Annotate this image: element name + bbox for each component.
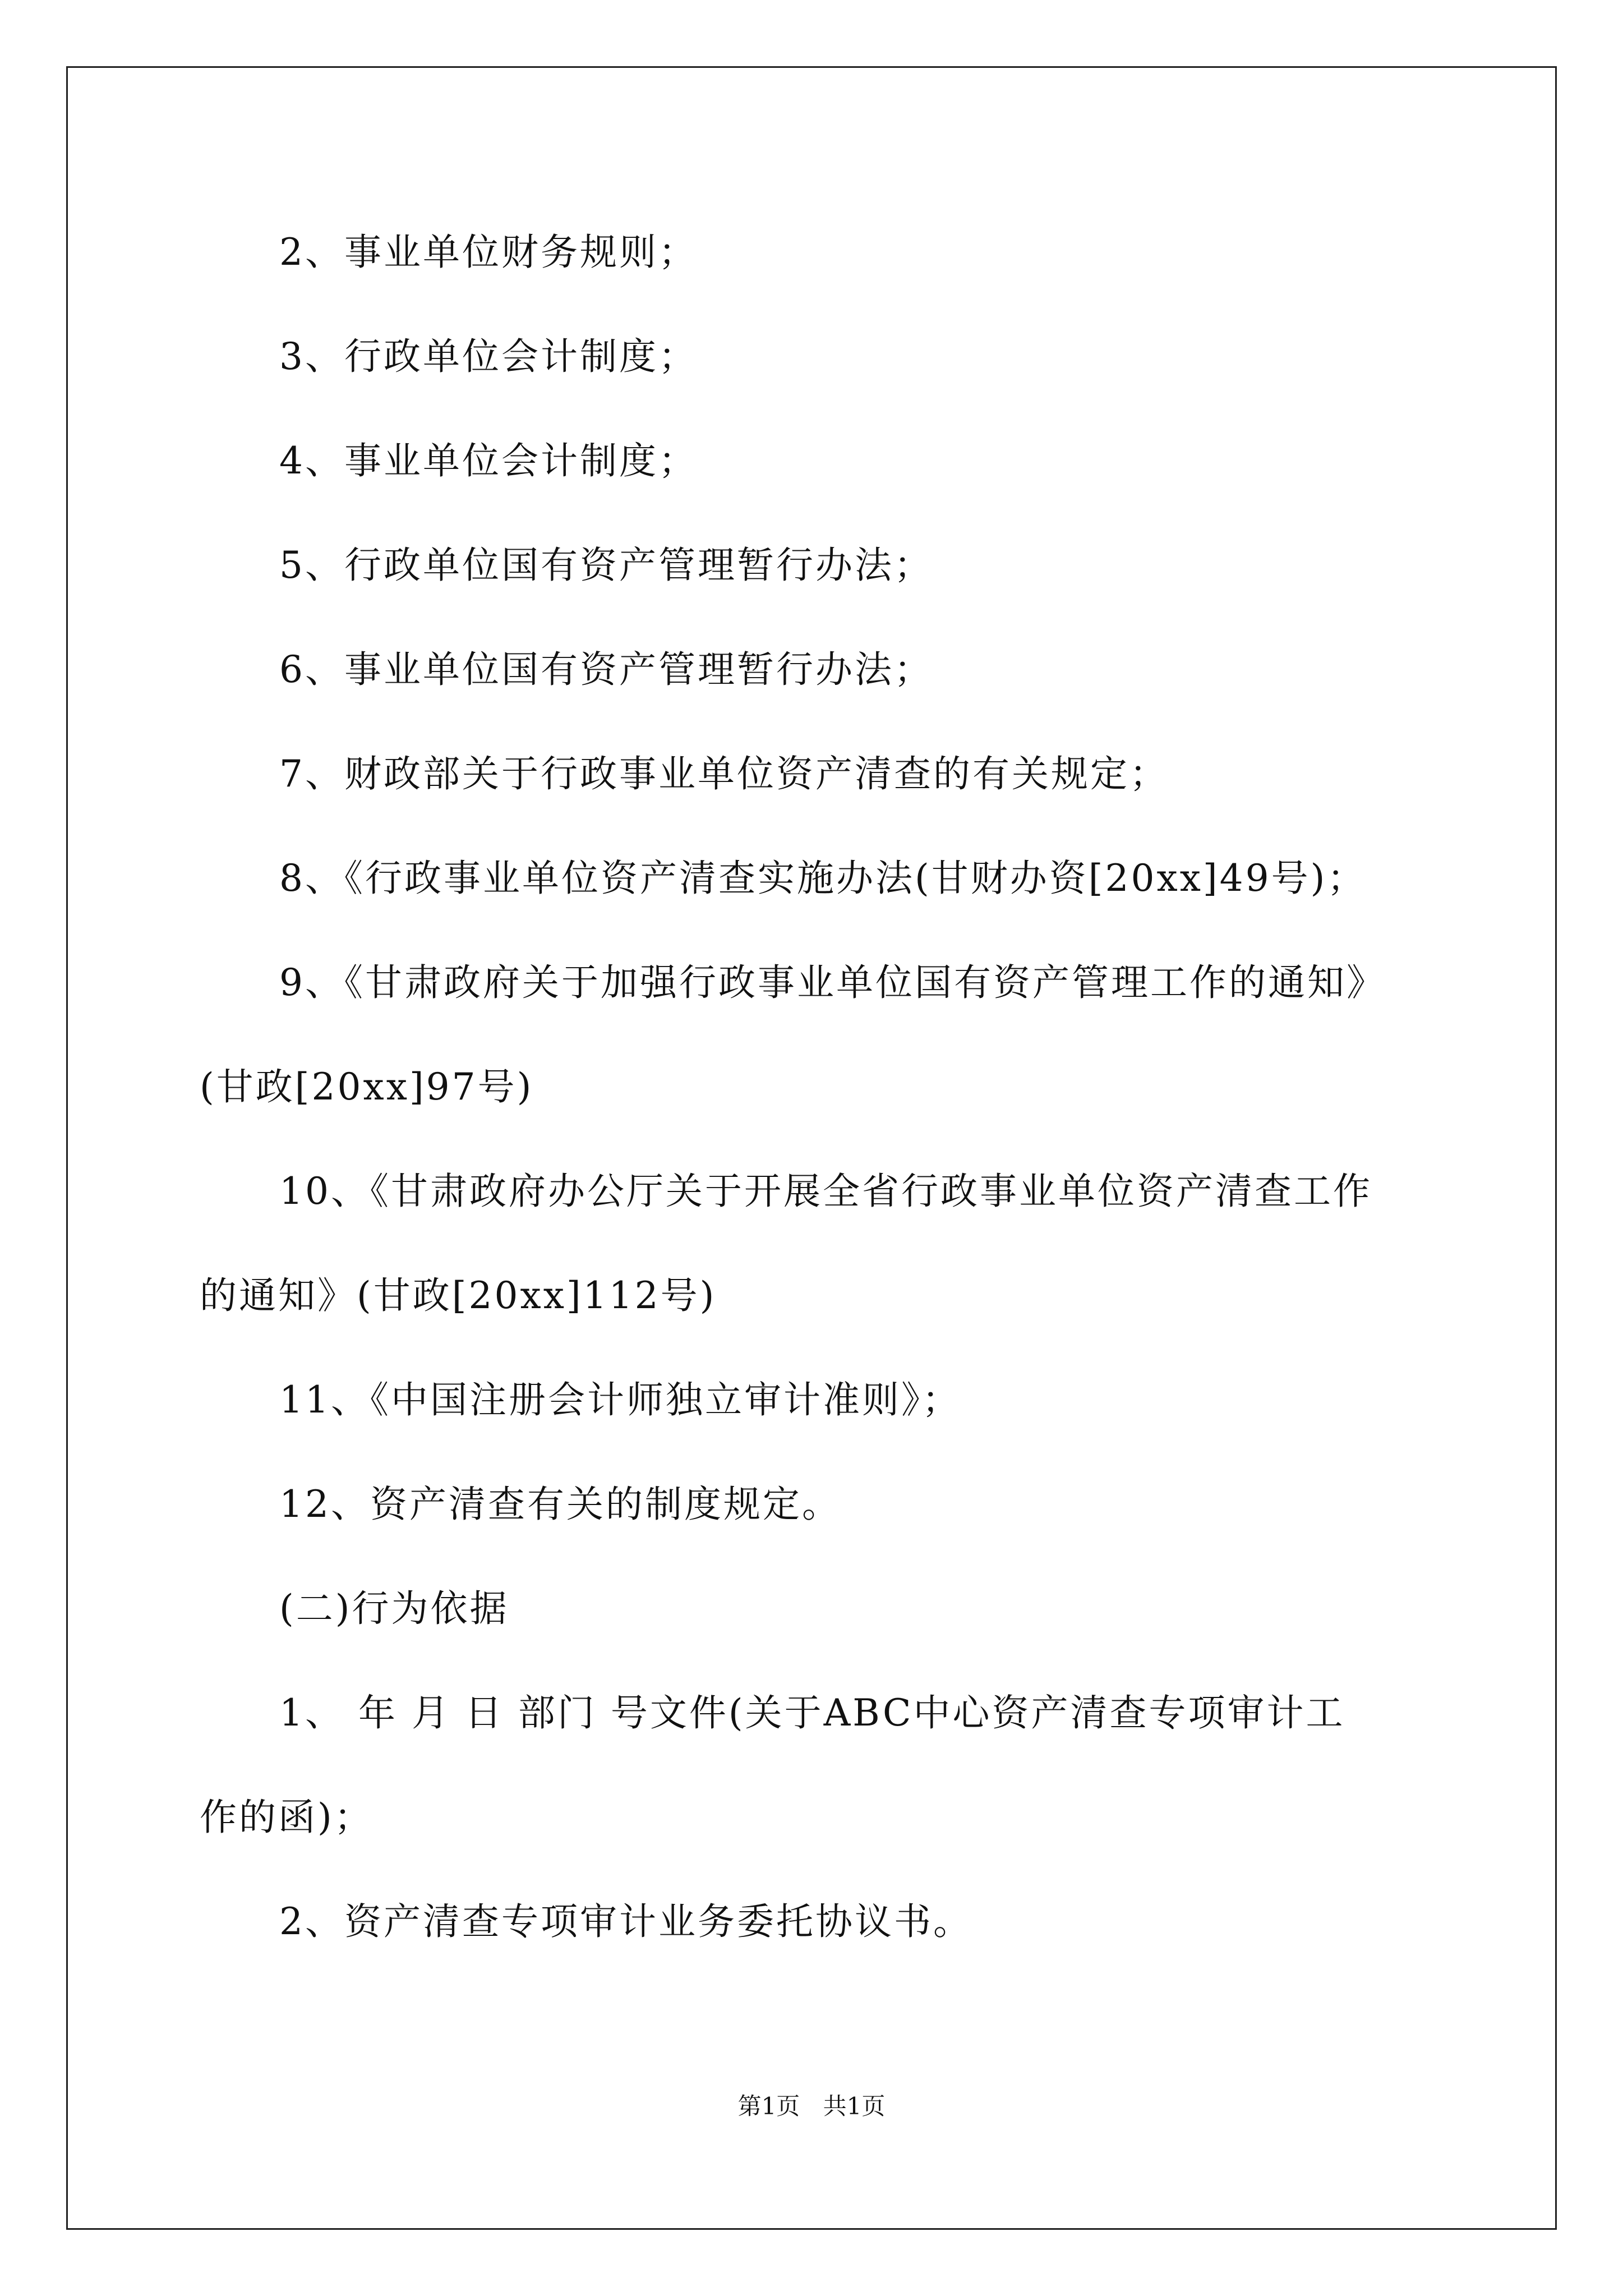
paragraph-line: 1、 年 月 日 部门 号文件(关于ABC中心资产清查专项审计工	[279, 1691, 1345, 1734]
paragraph-line: 9、《甘肃政府关于加强行政事业单位国有资产管理工作的通知》	[279, 961, 1386, 1004]
page-number-current: 第1页	[737, 2092, 800, 2120]
paragraph-line: 3、行政单位会计制度；	[279, 335, 698, 378]
page-footer	[0, 2092, 1623, 2120]
paragraph-line: 7、财政部关于行政事业单位资产清查的有关规定；	[279, 752, 1169, 795]
paragraph-line: 2、事业单位财务规则；	[279, 231, 698, 274]
paragraph-line: 8、《行政事业单位资产清查实施办法(甘财办资[20xx]49号)；	[279, 857, 1367, 900]
paragraph-line: (甘政[20xx]97号)	[200, 1065, 534, 1108]
paragraph-line: 11、《中国注册会计师独立审计准则》；	[279, 1378, 961, 1421]
section-heading: (二)行为依据	[279, 1587, 509, 1630]
paragraph-line: 12、资产清查有关的制度规定。	[279, 1483, 841, 1526]
page-number-total: 共1页	[823, 2092, 886, 2120]
paragraph-line: 5、行政单位国有资产管理暂行办法；	[279, 544, 933, 587]
paragraph-line: 2、资产清查专项审计业务委托协议书。	[279, 1900, 972, 1943]
paragraph-line: 10、《甘肃政府办公厅关于开展全省行政事业单位资产清查工作	[279, 1170, 1372, 1213]
paragraph-line: 4、事业单位会计制度；	[279, 439, 698, 482]
paragraph-line: 6、事业单位国有资产管理暂行办法；	[279, 648, 933, 691]
paragraph-line: 作的函)；	[200, 1796, 374, 1839]
paragraph-line: 的通知》(甘政[20xx]112号)	[200, 1274, 717, 1317]
